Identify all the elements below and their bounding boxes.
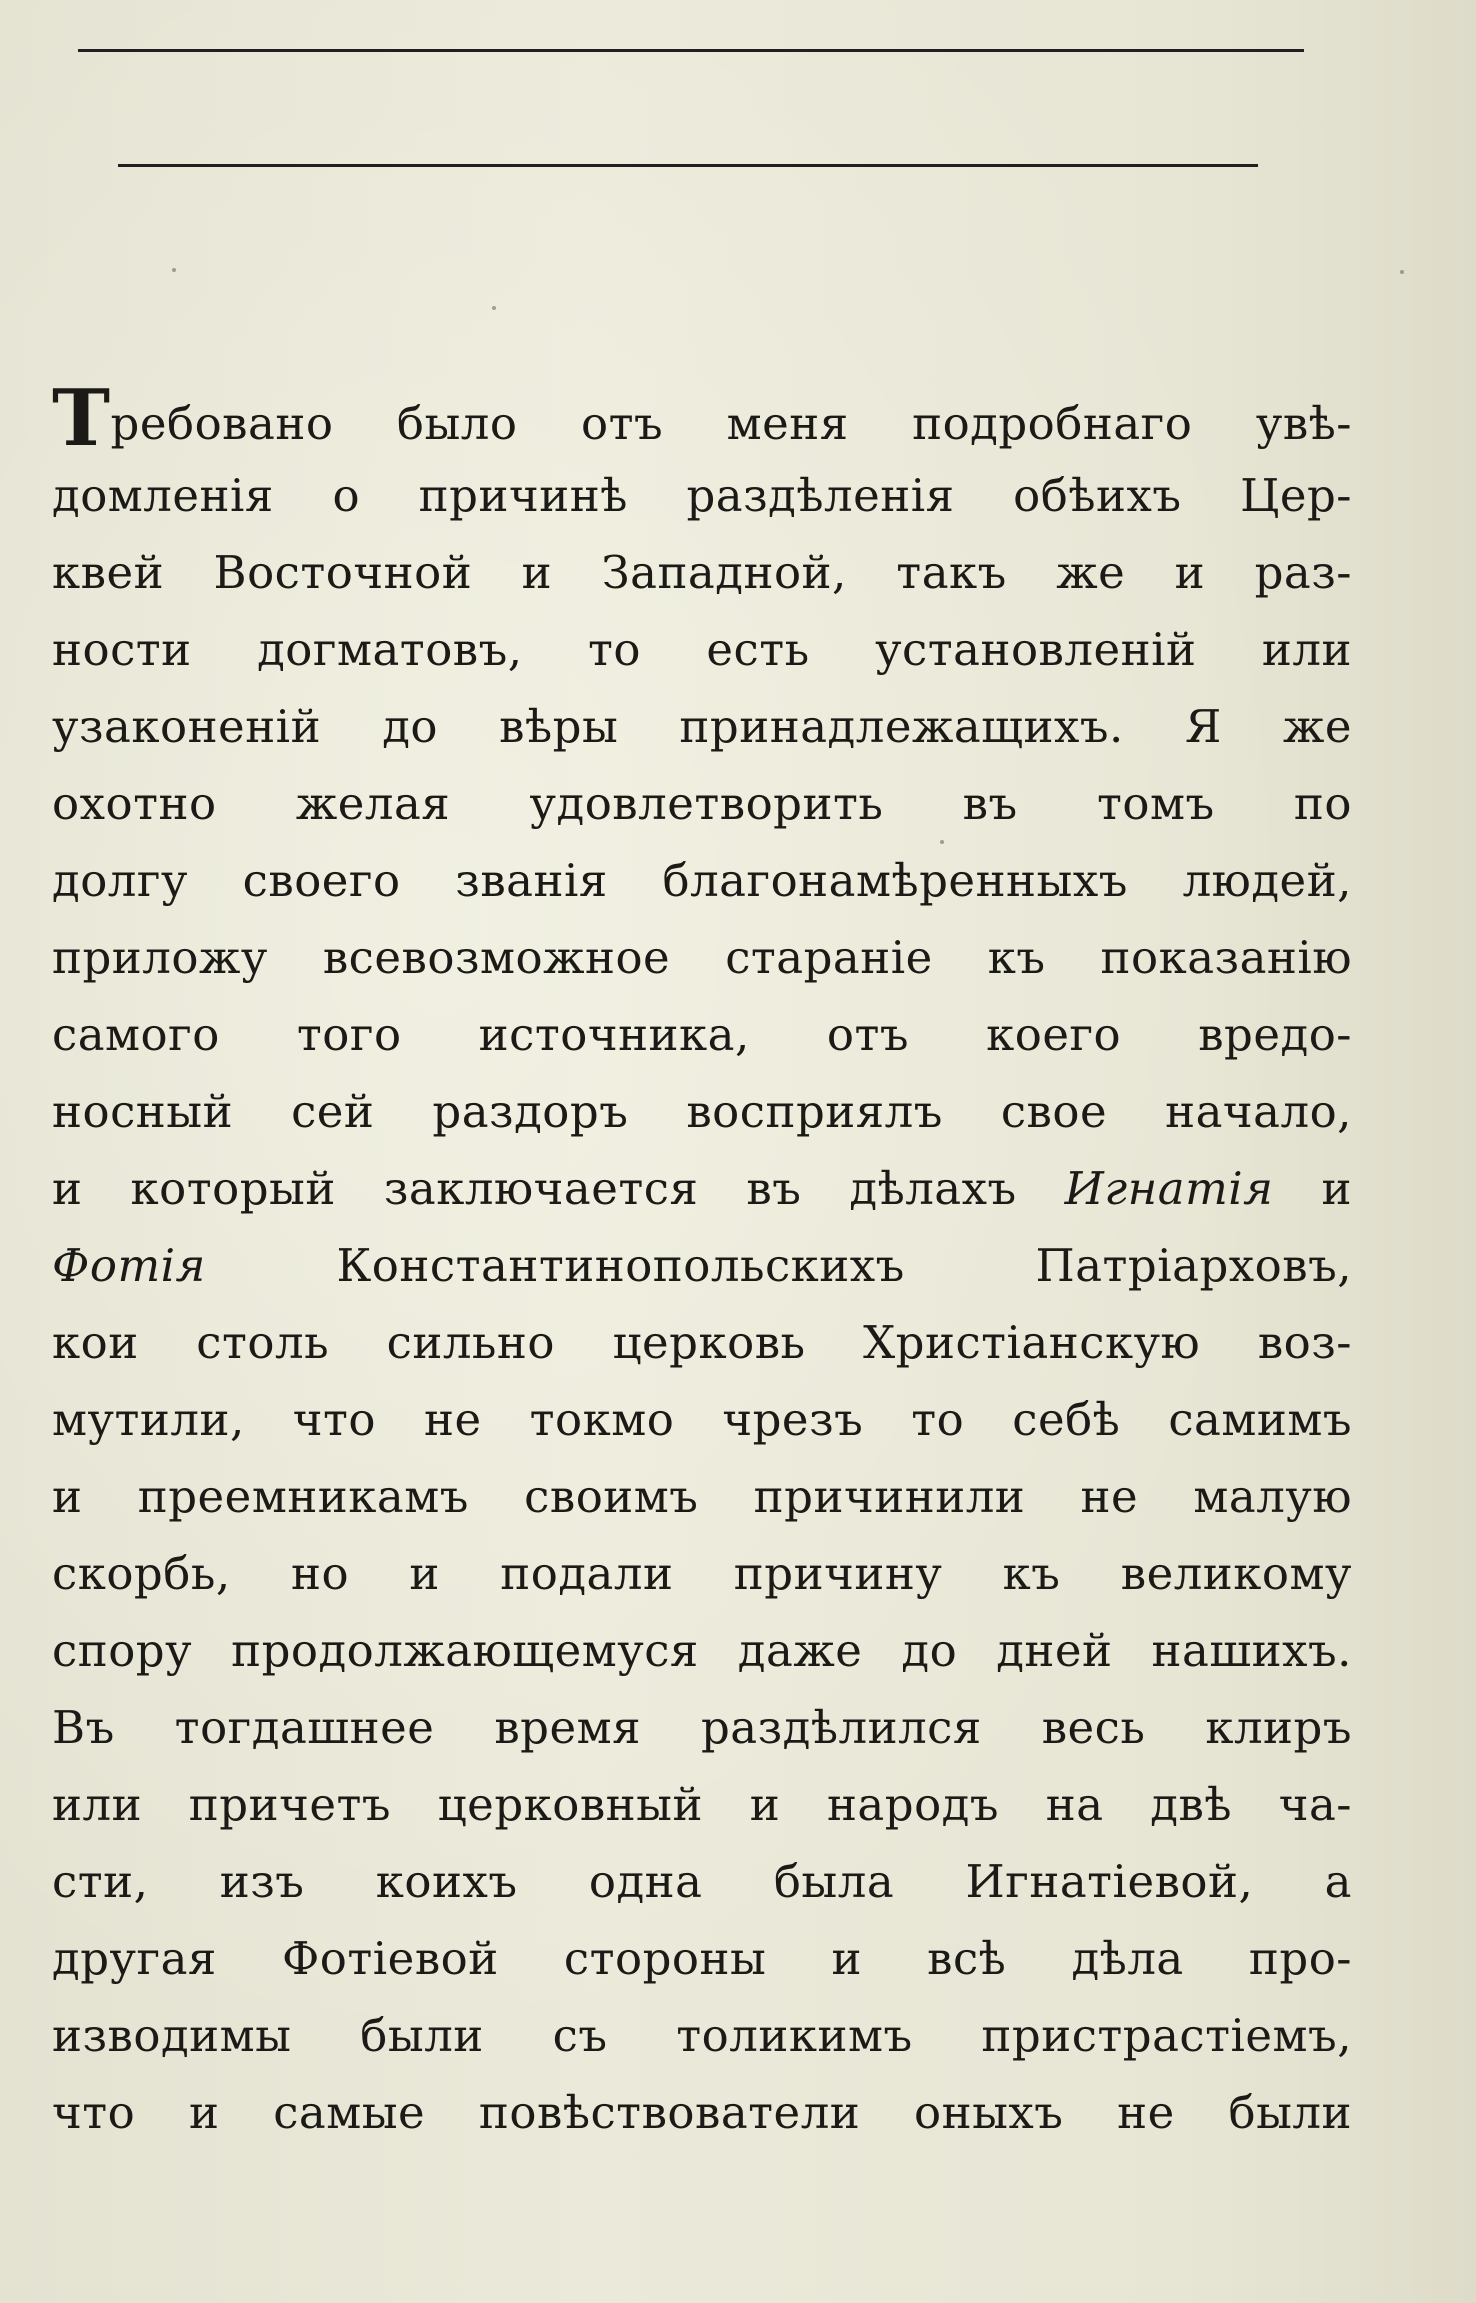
text-segment: скорбь, но и подали причину къ великому: [52, 1547, 1352, 1600]
text-line: [52, 534, 1352, 611]
text-line: [52, 842, 1352, 919]
text-segment: другая Фотіевой стороны и всѣ дѣла про-: [52, 1932, 1352, 1985]
second-rule: [118, 164, 1258, 167]
text-line: [52, 1381, 1352, 1458]
text-segment: домленія о причинѣ раздѣленія обѣихъ Цер-: [52, 469, 1352, 522]
text-segment: Въ тогдашнее время раздѣлился весь клиръ: [52, 1701, 1352, 1754]
text-line: [52, 2074, 1352, 2151]
text-segment: квей Восточной и Западной, такъ же и раз-: [52, 546, 1352, 599]
paper-speck: [492, 306, 496, 310]
text-segment: долгу своего званія благонамѣренныхъ людей,: [52, 854, 1352, 907]
text-line: [52, 1227, 1352, 1304]
text-segment: охотно желая удовлетворить въ томъ по: [52, 777, 1352, 830]
text-line: [52, 688, 1352, 765]
text-line: [52, 1766, 1352, 1843]
text-segment: что и самые повѣствователи оныхъ не были: [52, 2086, 1352, 2139]
text-segment: мутили, что не токмо чрезъ то себѣ самимъ: [52, 1393, 1352, 1446]
text-segment: спору продолжающемуся даже до дней нашихъ.: [52, 1624, 1352, 1677]
text-line: [52, 1304, 1352, 1381]
text-line: [52, 1843, 1352, 1920]
text-segment: и: [1273, 1162, 1352, 1215]
drop-cap: Т: [52, 373, 111, 464]
text-line: [52, 1150, 1352, 1227]
text-segment: ности догматовъ, то есть установленій или: [52, 623, 1352, 676]
text-segment: и преемникамъ своимъ причинили не малую: [52, 1470, 1352, 1523]
text-line: [52, 765, 1352, 842]
text-segment: сти, изъ коихъ одна была Игнатіевой, а: [52, 1855, 1352, 1908]
top-rule: [78, 49, 1304, 52]
text-line: [52, 457, 1352, 534]
italic-name: Игнатія: [1064, 1162, 1274, 1215]
text-segment: изводимы были съ толикимъ пристрастіемъ,: [52, 2009, 1352, 2062]
text-segment: ребовано было отъ меня подробнаго увѣ-: [110, 397, 1352, 450]
text-line: [52, 919, 1352, 996]
text-segment: или причетъ церковный и народъ на двѣ ча-: [52, 1778, 1352, 1831]
text-line: [52, 1458, 1352, 1535]
body-text: [52, 373, 1352, 2151]
text-line: [52, 1997, 1352, 2074]
text-segment: самого того источника, отъ коего вредо-: [52, 1008, 1352, 1061]
text-segment: кои столь сильно церковь Христіанскую воз-: [52, 1316, 1352, 1369]
text-segment: носный сей раздоръ восприялъ свое начало,: [52, 1085, 1352, 1138]
text-segment: узаконеній до вѣры принадлежащихъ. Я же: [52, 700, 1352, 753]
text-line: [52, 1689, 1352, 1766]
text-line: [52, 1535, 1352, 1612]
text-segment: и который заключается въ дѣлахъ: [52, 1162, 1065, 1215]
paper-speck: [172, 268, 176, 272]
text-line: [52, 996, 1352, 1073]
text-line: [52, 611, 1352, 688]
text-line: [52, 1920, 1352, 1997]
italic-name: Фотія: [52, 1239, 206, 1292]
text-line: [52, 1073, 1352, 1150]
text-segment: Константинопольскихъ Патріарховъ,: [205, 1239, 1352, 1292]
text-line: [52, 373, 1352, 464]
text-segment: приложу всевозможное стараніе къ показанію: [52, 931, 1352, 984]
paper-speck: [1400, 270, 1404, 274]
text-line: [52, 1612, 1352, 1689]
